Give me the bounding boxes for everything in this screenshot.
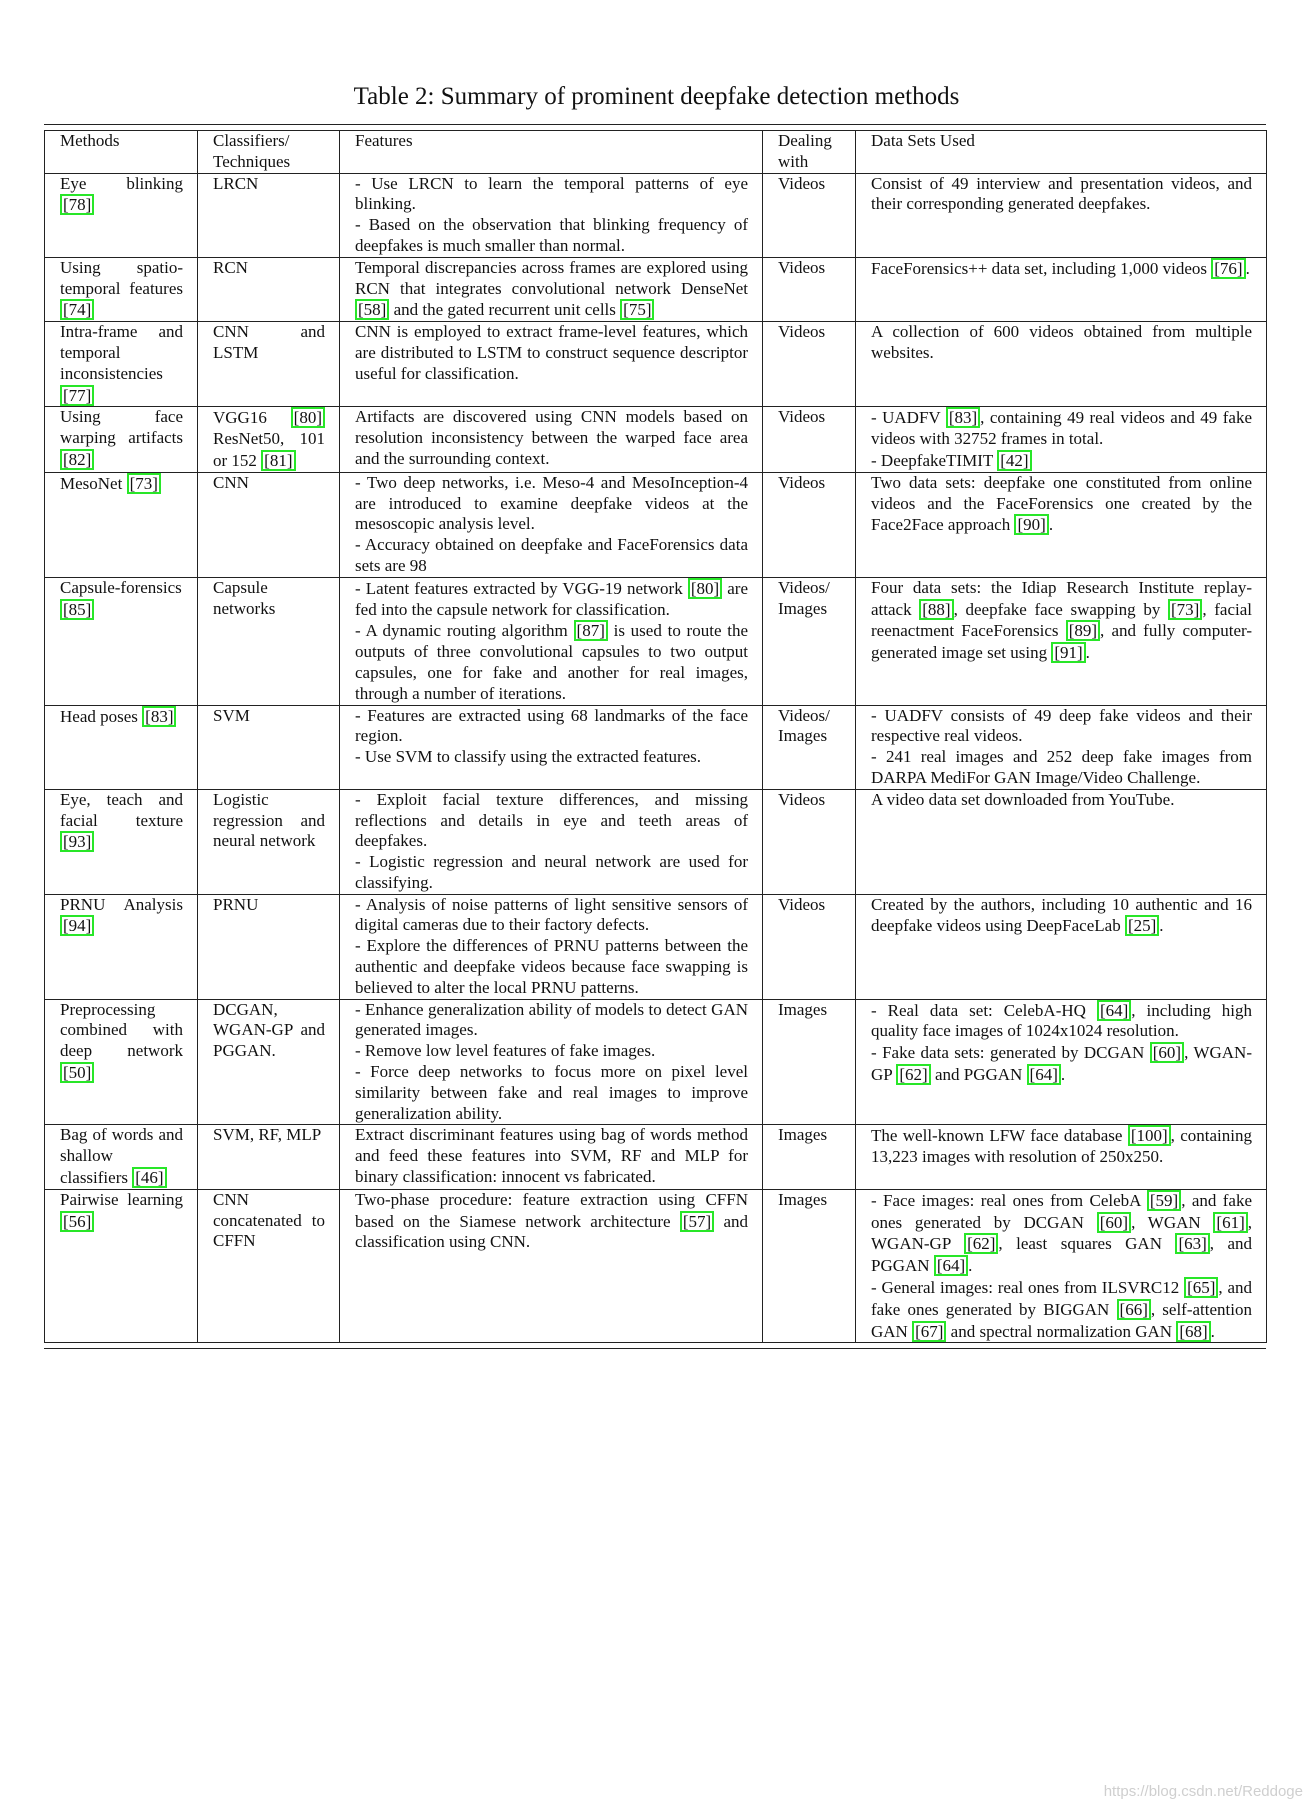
features-cell [340, 322, 763, 407]
feature-item: - Features are extracted using 68 landmarks of the face region. [355, 705, 748, 746]
citation-link[interactable]: [59] [1147, 1190, 1181, 1211]
table-body [45, 173, 1267, 1343]
citation-link[interactable]: [62] [964, 1233, 998, 1254]
feature-item: - Exploit facial texture differences, and missing reflections and details in eye and teeth areas of deepfakes. [355, 789, 748, 851]
method-name: Using spatio-temporal features [74] [60, 257, 183, 320]
feature-item: - Logistic regression and neural network are used for classifying. [355, 852, 748, 892]
classifier-cell [198, 1189, 340, 1343]
citation-link[interactable]: [74] [60, 299, 94, 320]
citation-link[interactable]: [25] [1125, 915, 1159, 936]
table-row [45, 407, 1267, 472]
citation-link[interactable]: [63] [1175, 1233, 1209, 1254]
classifier-text: CNN [213, 472, 249, 492]
dataset-item: - Real data set: CelebA-HQ [64] , including high quality face images of 1024x1024 resolution. [871, 1000, 1252, 1041]
datasets-cell [856, 789, 1267, 894]
dataset-item: Consist of 49 interview and presentation videos, and their corresponding generated deepfakes. [871, 173, 1252, 214]
dealing-cell [763, 1125, 856, 1189]
dealing-cell [763, 894, 856, 999]
datasets-cell [856, 705, 1267, 789]
dealing-cell [763, 472, 856, 577]
classifier-text: Capsule networks [213, 577, 276, 618]
citation-link[interactable]: [64] [934, 1255, 968, 1276]
feature-item: - Explore the differences of PRNU patterns between the authentic and deepfake videos because face swapping is believed to alter the local PRNU patterns. [355, 936, 748, 997]
features-cell [340, 257, 763, 321]
classifier-cell [198, 705, 340, 789]
feature-item: - Based on the observation that blinking frequency of deepfakes is much smaller than normal. [355, 215, 748, 255]
feature-item: - Enhance generalization ability of models to detect GAN generated images. [355, 999, 748, 1040]
classifier-text: SVM [213, 705, 250, 725]
header-row [45, 131, 1267, 174]
method-cell [45, 577, 198, 705]
dealing-cell [763, 705, 856, 789]
features-cell [340, 705, 763, 789]
feature-item: Extract discriminant features using bag of words method and feed these features into SVM, RF and MLP for binary classification: innocent vs fabricated. [355, 1125, 748, 1187]
citation-link[interactable]: [62] [896, 1064, 930, 1085]
dataset-item: FaceForensics++ data set, including 1,000 videos [76] . [871, 258, 1250, 278]
feature-item: - Force deep networks to focus more on pixel level similarity between fake and real images to improve generalization ability. [355, 1062, 748, 1123]
citation-link[interactable]: [81] [261, 450, 295, 471]
method-name: Intra-frame and temporal inconsistencies [77] [60, 322, 183, 405]
citation-link[interactable]: [90] [1014, 514, 1048, 535]
citation-link[interactable]: [85] [60, 599, 94, 620]
table-row [45, 894, 1267, 999]
classifier-text: SVM, RF, MLP [213, 1125, 322, 1145]
citation-link[interactable]: [60] [1097, 1212, 1131, 1233]
citation-link[interactable]: [80] [291, 407, 325, 428]
summary-table-container [44, 124, 1266, 1349]
citation-link[interactable]: [42] [997, 450, 1031, 471]
datasets-cell [856, 894, 1267, 999]
citation-link[interactable]: [80] [688, 578, 722, 599]
classifier-text: PRNU [213, 894, 259, 914]
table-row [45, 1125, 1267, 1189]
citation-link[interactable]: [65] [1184, 1277, 1218, 1298]
method-cell [45, 999, 198, 1125]
dealing-with-text: Videos/ Images [778, 577, 830, 618]
classifier-cell [198, 257, 340, 321]
dataset-item: Created by the authors, including 10 authentic and 16 deepfake videos using DeepFaceLab [25] . [871, 894, 1252, 936]
citation-link[interactable]: [93] [60, 831, 94, 852]
dealing-with-text: Videos [778, 894, 826, 914]
dataset-item: Two data sets: deepfake one constituted from online videos and the FaceForensics one created by the Face2Face approach [90] . [871, 472, 1252, 535]
features-cell [340, 1125, 763, 1189]
classifier-text: CNN and LSTM [213, 322, 325, 362]
header-data-sets: Data Sets Used [856, 131, 1267, 174]
dealing-with-text: Videos [778, 257, 826, 277]
classifier-text: LRCN [213, 173, 259, 193]
dealing-cell [763, 1189, 856, 1343]
citation-link[interactable]: [61] [1213, 1212, 1247, 1233]
dataset-item: A collection of 600 videos obtained from multiple websites. [871, 322, 1252, 362]
classifier-cell [198, 472, 340, 577]
dataset-item: - Face images: real ones from CelebA [59] , and fake ones generated by DCGAN [60] , WGAN [61] , WGAN-GP [62] , least squares GAN [63] , and PGGAN [64] . [871, 1190, 1253, 1276]
dataset-item: - UADFV consists of 49 deep fake videos and their respective real videos. [871, 705, 1252, 746]
classifier-cell [198, 577, 340, 705]
dealing-with-text: Videos/ Images [778, 705, 830, 746]
citation-link[interactable]: [77] [60, 385, 94, 406]
table-caption: Table 2: Summary of prominent deepfake detection methods [353, 83, 960, 110]
dataset-item: - General images: real ones from ILSVRC12 [65] , and fake ones generated by BIGGAN [66] , self-attention GAN [67] and spectral normalization GAN [68] . [871, 1278, 1252, 1341]
citation-link[interactable]: [50] [60, 1062, 94, 1083]
dealing-with-text: Videos [778, 789, 826, 809]
method-name: Eye, teach and facial texture [93] [60, 789, 183, 852]
citation-link[interactable]: [73] [1168, 599, 1202, 620]
citation-link[interactable]: [73] [127, 473, 161, 494]
dealing-with-text: Videos [778, 173, 826, 193]
dealing-with-text: Videos [778, 472, 826, 492]
datasets-cell [856, 472, 1267, 577]
dealing-cell [763, 577, 856, 705]
classifier-cell [198, 173, 340, 257]
method-cell [45, 407, 198, 472]
features-cell [340, 407, 763, 472]
feature-item: Two-phase procedure: feature extraction using CFFN based on the Siamese network architecture [57] and classification using CNN. [355, 1189, 748, 1252]
dealing-cell [763, 407, 856, 472]
datasets-cell [856, 407, 1267, 472]
feature-item: Artifacts are discovered using CNN models based on resolution inconsistency between the warped face area and the surrounding context. [355, 407, 748, 468]
dealing-cell [763, 999, 856, 1125]
citation-link[interactable]: [83] [946, 407, 980, 428]
method-name: Preprocessing combined with deep network [50] [60, 999, 183, 1083]
feature-item: - Use LRCN to learn the temporal patterns of eye blinking. [355, 173, 748, 214]
classifier-cell [198, 322, 340, 407]
dataset-item: The well-known LFW face database [100] , containing 13,223 images with resolution of 250x250. [871, 1126, 1253, 1167]
classifier-text: VGG16 [80] ResNet50, 101 or 152 [81] [213, 408, 325, 470]
table-row [45, 257, 1267, 321]
dataset-item: Four data sets: the Idiap Research Institute replay-attack [88] , deepfake face swapping by [73] , facial reenactment FaceForensics [89] , and fully computer-generated image set using [91] . [871, 577, 1252, 663]
dealing-cell [763, 257, 856, 321]
citation-link[interactable]: [100] [1128, 1125, 1171, 1146]
features-cell [340, 173, 763, 257]
dealing-with-text: Videos [778, 407, 826, 427]
datasets-cell [856, 257, 1267, 321]
feature-item: - Remove low level features of fake images. [355, 1041, 656, 1061]
dealing-cell [763, 789, 856, 894]
features-cell [340, 894, 763, 999]
method-name: PRNU Analysis [94] [60, 894, 183, 936]
dataset-item: - UADFV [83] , containing 49 real videos and 49 fake videos with 32752 frames in total. [871, 408, 1252, 449]
citation-link[interactable]: [78] [60, 194, 94, 215]
method-cell [45, 472, 198, 577]
table-row [45, 1189, 1267, 1343]
dataset-item: - DeepfakeTIMIT [42] [871, 450, 1252, 472]
datasets-cell [856, 322, 1267, 407]
method-cell [45, 1189, 198, 1343]
table-row [45, 789, 1267, 894]
classifier-text: DCGAN, WGAN-GP and PGGAN. [213, 999, 325, 1061]
citation-link[interactable]: [68] [1176, 1321, 1210, 1342]
header-classifiers: Classifiers/ Techniques [198, 131, 340, 174]
method-cell [45, 1125, 198, 1189]
citation-link[interactable]: [94] [60, 915, 94, 936]
method-name: Head poses [83] [60, 706, 183, 728]
feature-item: - Latent features extracted by VGG-19 network [80] are fed into the capsule network for classification. [355, 578, 748, 619]
dealing-cell [763, 322, 856, 407]
method-cell [45, 257, 198, 321]
citation-link[interactable]: [87] [574, 620, 608, 641]
table-row [45, 577, 1267, 705]
citation-link[interactable]: [83] [142, 706, 176, 727]
classifier-text: Logistic regression and neural network [213, 789, 325, 851]
citation-link[interactable]: [75] [620, 299, 654, 320]
method-name: Capsule-forensics [85] [60, 577, 182, 619]
header-dealing-with: Dealing with [763, 131, 856, 174]
dataset-item: - 241 real images and 252 deep fake images from DARPA MediFor GAN Image/Video Challenge. [871, 747, 1252, 787]
feature-item: - Accuracy obtained on deepfake and FaceForensics data sets are 98 [355, 535, 748, 575]
method-name: Bag of words and shallow classifiers [46] [60, 1125, 183, 1188]
datasets-cell [856, 1189, 1267, 1343]
watermark: https://blog.csdn.net/Reddoge [1103, 1783, 1303, 1800]
header-features: Features [340, 131, 763, 174]
dealing-with-text: Videos [778, 322, 826, 342]
features-cell [340, 472, 763, 577]
feature-item: - Analysis of noise patterns of light sensitive sensors of digital cameras due to their factory defects. [355, 894, 748, 935]
dealing-with-text: Images [778, 999, 828, 1019]
feature-item: - Two deep networks, i.e. Meso-4 and MesoInception-4 are introduced to examine deepfake videos at the mesoscopic analysis level. [355, 472, 748, 534]
citation-link[interactable]: [46] [132, 1167, 166, 1188]
table-row [45, 322, 1267, 407]
dataset-item: A video data set downloaded from YouTube. [871, 789, 1175, 809]
feature-item: - Use SVM to classify using the extracted features. [355, 747, 702, 767]
method-name: Using face warping artifacts [82] [60, 407, 183, 469]
citation-link[interactable]: [88] [919, 599, 953, 620]
dataset-item: - Fake data sets: generated by DCGAN [60] , WGAN-GP [62] and PGGAN [64] . [871, 1043, 1252, 1085]
citation-link[interactable]: [67] [912, 1321, 946, 1342]
table-row [45, 472, 1267, 577]
citation-link[interactable]: [57] [680, 1211, 714, 1232]
citation-link[interactable]: [66] [1117, 1299, 1151, 1320]
table-row [45, 999, 1267, 1125]
dealing-cell [763, 173, 856, 257]
dealing-with-text: Images [778, 1189, 828, 1209]
citation-link[interactable]: [60] [1150, 1042, 1184, 1063]
datasets-cell [856, 577, 1267, 705]
feature-item: CNN is employed to extract frame-level features, which are distributed to LSTM to construct sequence descriptor useful for classification. [355, 322, 748, 383]
classifier-text: RCN [213, 257, 248, 277]
classifier-cell [198, 407, 340, 472]
citation-link[interactable]: [64] [1027, 1064, 1061, 1085]
method-cell [45, 322, 198, 407]
classifier-cell [198, 894, 340, 999]
features-cell [340, 789, 763, 894]
method-cell [45, 894, 198, 999]
summary-table [44, 130, 1267, 1343]
method-name: Eye blinking [78] [60, 173, 183, 215]
citation-link[interactable]: [56] [60, 1211, 94, 1232]
method-cell [45, 789, 198, 894]
citation-link[interactable]: [58] [355, 299, 389, 320]
method-name: MesoNet [73] [60, 473, 183, 495]
features-cell [340, 1189, 763, 1343]
features-cell [340, 577, 763, 705]
method-cell [45, 173, 198, 257]
citation-link[interactable]: [64] [1097, 1000, 1131, 1021]
classifier-cell [198, 1125, 340, 1189]
datasets-cell [856, 1125, 1267, 1189]
table-row [45, 173, 1267, 257]
method-cell [45, 705, 198, 789]
citation-link[interactable]: [82] [60, 449, 94, 470]
method-name: Pairwise learning [56] [60, 1189, 183, 1231]
dealing-with-text: Images [778, 1125, 828, 1145]
classifier-cell [198, 789, 340, 894]
datasets-cell [856, 173, 1267, 257]
datasets-cell [856, 999, 1267, 1125]
classifier-text: CNN concatenated to CFFN [213, 1189, 325, 1251]
feature-item: Temporal discrepancies across frames are explored using RCN that integrates convolutional network DenseNet [58] and the gated recurrent unit cells [75] [355, 257, 748, 320]
features-cell [340, 999, 763, 1125]
header-methods: Methods [45, 131, 198, 174]
classifier-cell [198, 999, 340, 1125]
citation-link[interactable]: [89] [1066, 620, 1100, 641]
citation-link[interactable]: [76] [1211, 258, 1245, 279]
table-row [45, 705, 1267, 789]
feature-item: - A dynamic routing algorithm [87] is used to route the outputs of three convolutional capsules to two output capsules, one for fake and another for real images, through a number of iterations. [355, 621, 748, 703]
citation-link[interactable]: [91] [1051, 642, 1085, 663]
